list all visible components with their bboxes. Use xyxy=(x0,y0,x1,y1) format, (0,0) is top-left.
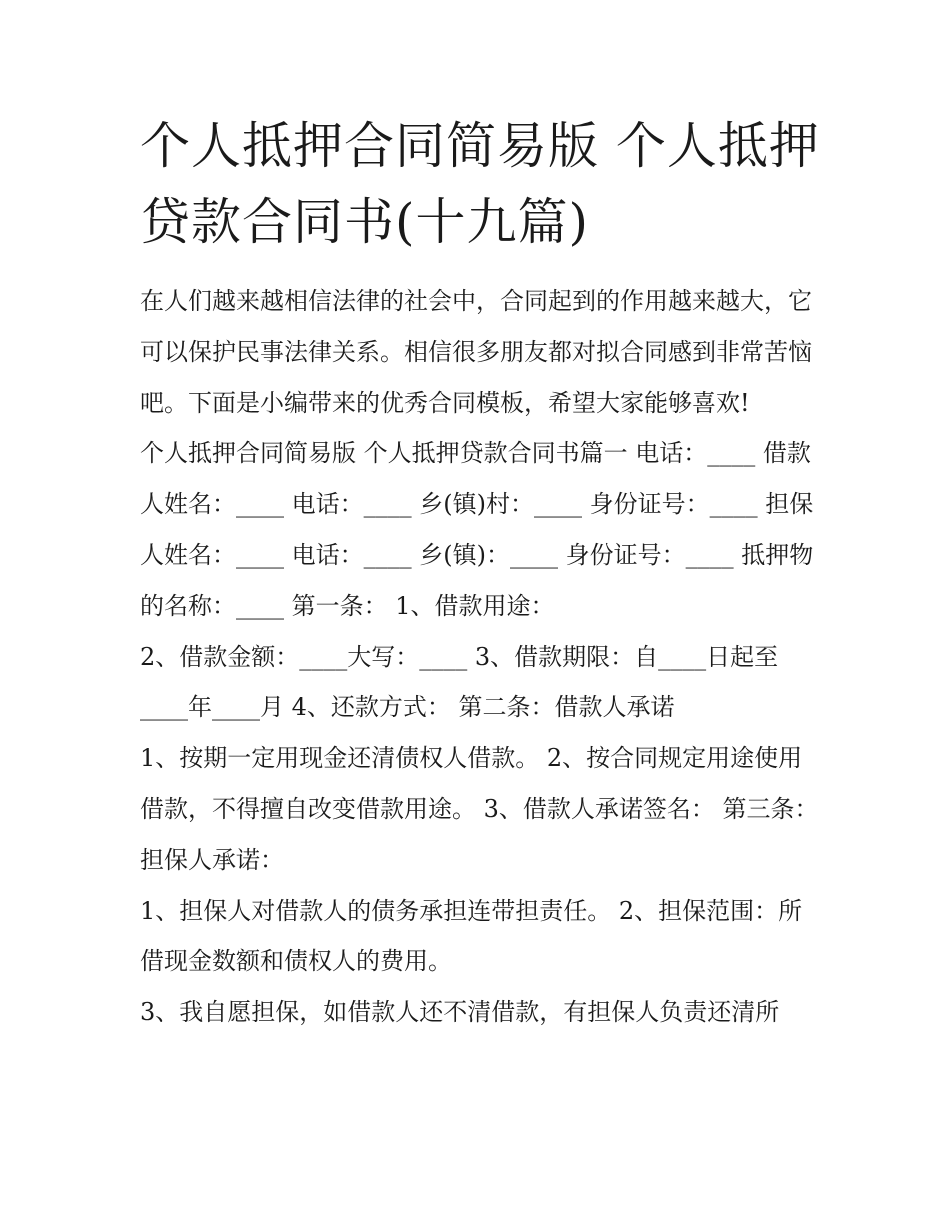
paragraph-guarantee-clause: 3、我自愿担保，如借款人还不清借款，有担保人负责还清所 xyxy=(140,998,780,1027)
paragraph-intro: 在人们越来越相信法律的社会中，合同起到的作用越来越大，它可以保护民事法律关系。相信很多朋友都对拟合同感到非常苦恼吧。下面是小编带来的优秀合同模板，希望大家能够喜欢! xyxy=(140,287,812,417)
title-line-1: 个人抵押合同简易版 个人抵押 xyxy=(140,117,820,175)
paragraph-parties: 个人抵押合同简易版 个人抵押贷款合同书篇一 电话：____ 借款人姓名：____ 电话：____ 乡(镇)村：____ 身份证号：____ 担保人姓名：____ 电话：____ 乡(镇)：____ 身份证号：____ 抵押物的名称：____ 第一条： 1、借款用途： xyxy=(140,439,814,620)
paragraph-loan-terms: 2、借款金额：____大写：____ 3、借款期限：自____日起至____年____月 4、还款方式： 第二条：借款人承诺 xyxy=(140,642,779,722)
paragraph-borrower-promise: 1、按期一定用现金还清债权人借款。 2、按合同规定用途使用借款，不得擅自改变借款用途。 3、借款人承诺签名： 第三条：担保人承诺： xyxy=(140,744,819,874)
document-title xyxy=(140,108,830,260)
paragraph-guarantor-promise: 1、担保人对借款人的债务承担连带担责任。 2、担保范围：所借现金数额和债权人的费用。 xyxy=(140,896,803,976)
document-body xyxy=(140,276,820,1038)
title-line-2: 贷款合同书(十九篇) xyxy=(140,193,590,251)
